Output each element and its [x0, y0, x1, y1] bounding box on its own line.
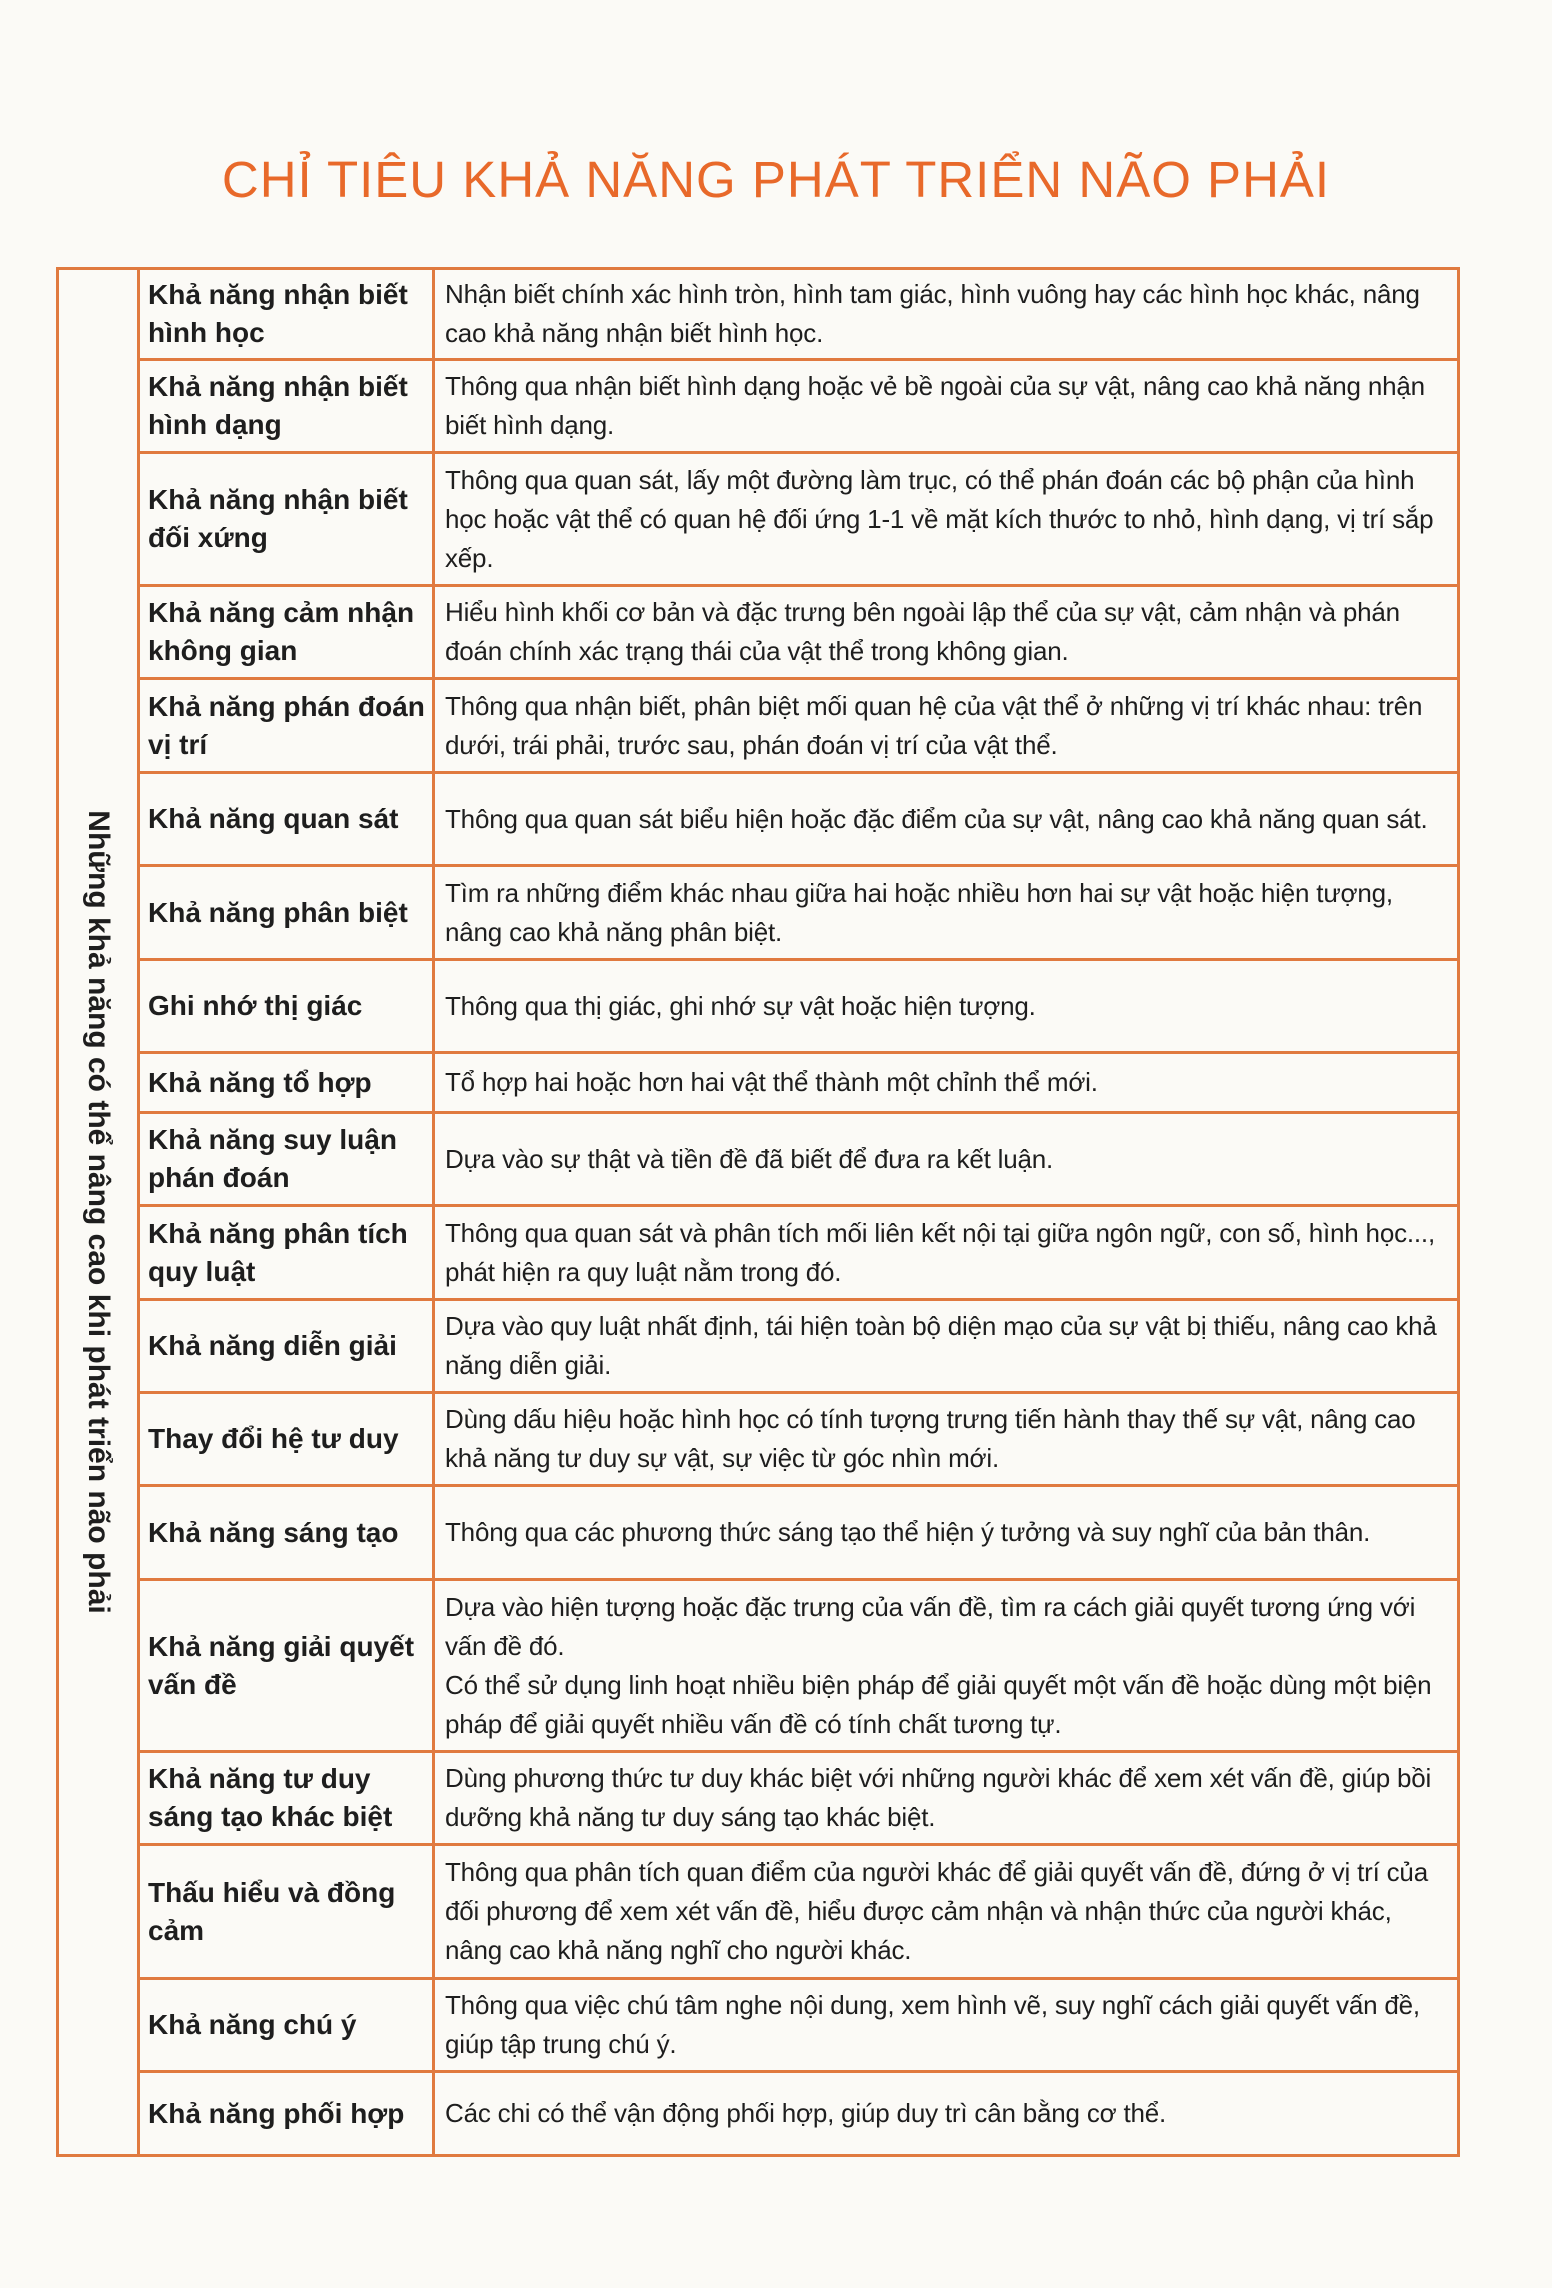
skill-description-line: Có thể sử dụng linh hoạt nhiều biện pháp để giải quyết một vấn đề hoặc dùng một biện pháp để giải quyết nhiều vấn đề có tính chất tương tự.	[445, 1669, 1432, 1739]
skill-description: Thông qua quan sát và phân tích mối liên kết nội tại giữa ngôn ngữ, con số, hình học..., phát hiện ra quy luật nằm trong đó.	[445, 1217, 1435, 1287]
skill-description-line: Dựa vào hiện tượng hoặc đặc trưng của vấn đề, tìm ra cách giải quyết tương ứng với vấn đề đó.	[445, 1591, 1416, 1661]
table-row	[140, 361, 1457, 454]
skill-description: Tìm ra những điểm khác nhau giữa hai hoặc nhiều hơn hai sự vật hoặc hiện tượng, nâng cao khả năng phân biệt.	[445, 877, 1393, 947]
skill-name: Thay đổi hệ tư duy	[140, 1394, 435, 1484]
skill-name: Khả năng suy luận phán đoán	[140, 1114, 435, 1204]
table-row	[140, 270, 1457, 361]
skill-description: Thông qua việc chú tâm nghe nội dung, xem hình vẽ, suy nghĩ cách giải quyết vấn đề, giúp tập trung chú ý.	[445, 1990, 1420, 2059]
skill-description: Dựa vào sự thật và tiền đề đã biết để đưa ra kết luận.	[445, 1143, 1054, 1174]
skill-name: Khả năng phối hợp	[140, 2073, 435, 2154]
skill-description: Thông qua quan sát biểu hiện hoặc đặc điểm của sự vật, nâng cao khả năng quan sát.	[445, 803, 1428, 834]
table-row	[140, 1980, 1457, 2073]
skill-description: Tổ hợp hai hoặc hơn hai vật thể thành một chỉnh thể mới.	[445, 1067, 1098, 1097]
skill-name: Khả năng chú ý	[140, 1980, 435, 2070]
skill-name: Khả năng quan sát	[140, 774, 435, 864]
skill-name: Khả năng tư duy sáng tạo khác biệt	[140, 1753, 435, 1843]
skill-description: Thông qua nhận biết, phân biệt mối quan hệ của vật thể ở những vị trí khác nhau: trên dưới, trái phải, trước sau, phán đoán vị trí của vật thể.	[445, 690, 1423, 760]
table-row	[140, 1301, 1457, 1394]
table-row	[140, 867, 1457, 961]
table-rows	[140, 270, 1457, 2154]
skill-name: Thấu hiểu và đồng cảm	[140, 1846, 435, 1977]
skill-description: Dùng phương thức tư duy khác biệt với những người khác để xem xét vấn đề, giúp bồi dưỡng khả năng tư duy sáng tạo khác biệt.	[445, 1763, 1432, 1832]
table-row	[140, 1114, 1457, 1207]
skills-table	[56, 267, 1460, 2157]
skill-name: Khả năng tổ hợp	[140, 1054, 435, 1111]
skill-description: Thông qua phân tích quan điểm của người khác để giải quyết vấn đề, đứng ở vị trí của đối phương để xem xét vấn đề, hiểu được cảm nhận và nhận thức của người khác, nâng cao khả năng nghĩ cho người khác.	[445, 1857, 1428, 1965]
table-row	[140, 587, 1457, 680]
skill-description: Thông qua nhận biết hình dạng hoặc vẻ bề ngoài của sự vật, nâng cao khả năng nhận biết hình dạng.	[445, 371, 1425, 440]
skill-description: Dùng dấu hiệu hoặc hình học có tính tượng trưng tiến hành thay thế sự vật, nâng cao khả năng tư duy sự vật, sự việc từ góc nhìn mới.	[445, 1404, 1416, 1473]
skill-name: Khả năng diễn giải	[140, 1301, 435, 1391]
skill-name: Khả năng giải quyết vấn đề	[140, 1581, 435, 1750]
table-row	[140, 680, 1457, 774]
table-row	[140, 1846, 1457, 1980]
skill-name: Khả năng nhận biết đối xứng	[140, 454, 435, 584]
skill-name: Khả năng nhận biết hình dạng	[140, 361, 435, 451]
table-row	[140, 1753, 1457, 1846]
skill-description: Nhận biết chính xác hình tròn, hình tam giác, hình vuông hay các hình học khác, nâng cao khả năng nhận biết hình học.	[445, 279, 1420, 348]
side-label-column	[59, 270, 140, 2154]
table-row	[140, 774, 1457, 867]
page-title: CHỈ TIÊU KHẢ NĂNG PHÁT TRIỂN NÃO PHẢI	[221, 151, 1331, 208]
skill-name: Khả năng cảm nhận không gian	[140, 587, 435, 677]
table-row	[140, 1487, 1457, 1581]
side-label: Những khả năng có thể nâng cao khi phát triển não phải	[82, 810, 115, 1614]
table-row	[140, 454, 1457, 587]
skill-name: Khả năng phán đoán vị trí	[140, 680, 435, 771]
skill-name: Khả năng nhận biết hình học	[140, 270, 435, 358]
skill-description	[435, 1581, 1457, 1750]
skill-description: Các chi có thể vận động phối hợp, giúp duy trì cân bằng cơ thể.	[445, 2098, 1167, 2128]
table-row	[140, 961, 1457, 1054]
table-row	[140, 1207, 1457, 1301]
skill-description: Thông qua các phương thức sáng tạo thể hiện ý tưởng và suy nghĩ của bản thân.	[445, 1517, 1371, 1547]
skill-name: Khả năng phân biệt	[140, 867, 435, 958]
skill-description: Thông qua thị giác, ghi nhớ sự vật hoặc hiện tượng.	[445, 990, 1036, 1021]
skill-name: Khả năng sáng tạo	[140, 1487, 435, 1578]
table-row	[140, 1394, 1457, 1487]
table-row	[140, 2073, 1457, 2154]
skill-description: Thông qua quan sát, lấy một đường làm trục, có thể phán đoán các bộ phận của hình học hoặc vật thể có quan hệ đối ứng 1-1 về mặt kích thước to nhỏ, hình dạng, vị trí sắp xếp.	[445, 464, 1434, 573]
skill-name: Ghi nhớ thị giác	[140, 961, 435, 1051]
table-row	[140, 1581, 1457, 1753]
skill-description: Dựa vào quy luật nhất định, tái hiện toàn bộ diện mạo của sự vật bị thiếu, nâng cao khả năng diễn giải.	[445, 1311, 1437, 1380]
skill-name: Khả năng phân tích quy luật	[140, 1207, 435, 1298]
skill-description: Hiểu hình khối cơ bản và đặc trưng bên ngoài lập thể của sự vật, cảm nhận và phán đoán chính xác trạng thái của vật thể trong không gian.	[445, 597, 1400, 666]
table-row	[140, 1054, 1457, 1114]
